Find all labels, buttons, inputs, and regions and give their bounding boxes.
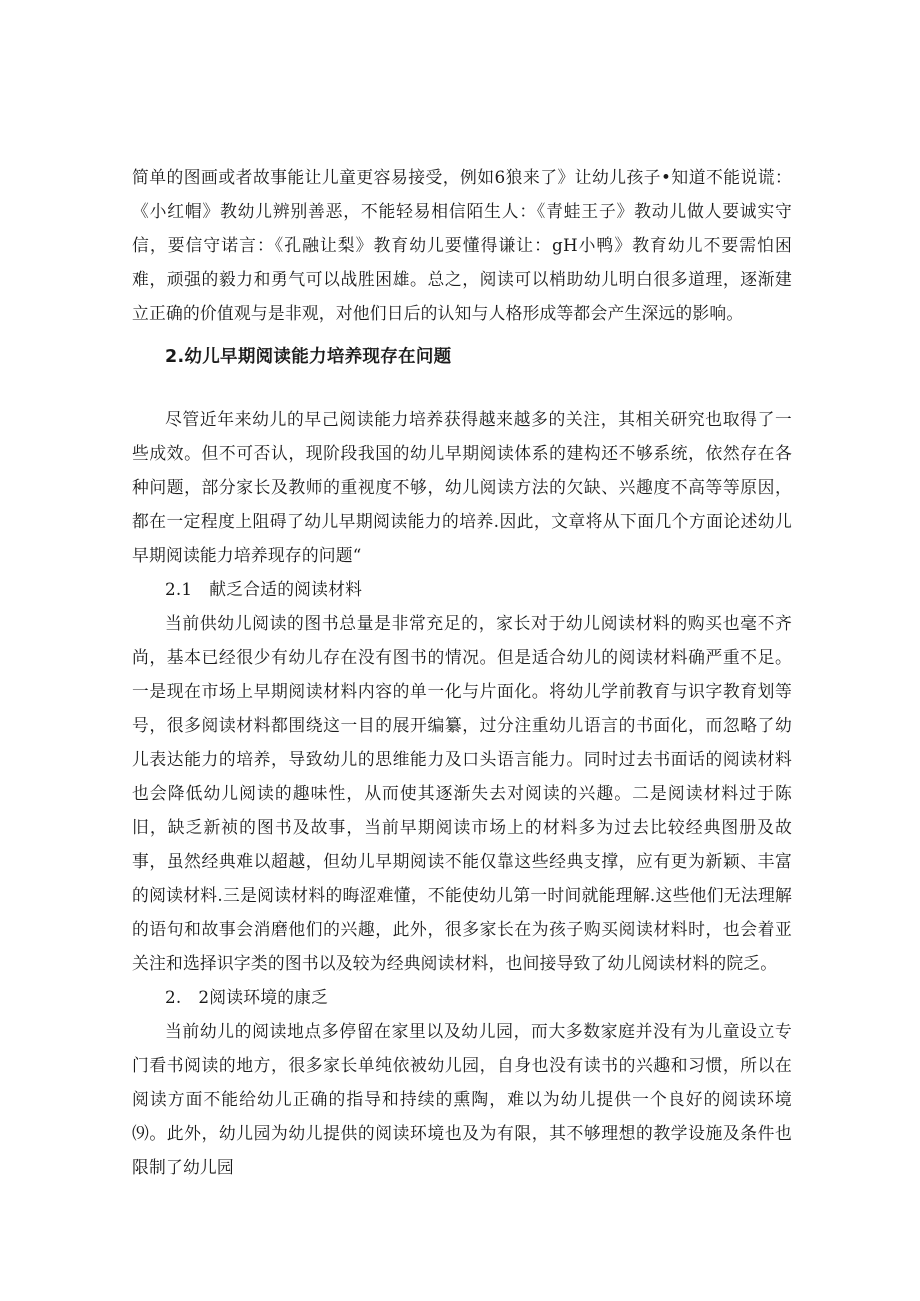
section-paragraph: 尽管近年来幼儿的早己阅读能力培养获得越来越多的关注，其相关研究也取得了一些成效。但不可否认，现阶段我国的幼儿早期阅读体系的建构还不够系统，依然存在各种问题，部分家长及教师的重视度不够，幼儿阅读方法的欠缺、兴趣度不高等等原因，都在一定程度上阻碍了幼儿早期阅读能力的培养.因此，文章将从下面几个方面论述幼儿早期阅读能力培养现存的问题“ xyxy=(132,409,792,565)
subsection-heading-2: 2. 2阅读环境的康乏 xyxy=(165,987,329,1007)
intro-paragraph: 简单的图画或者故事能让儿童更容易接受，例如6狼来了》让幼儿孩子•知道不能说谎：《小红帽》教幼儿辨别善恶，不能轻易相信陌生人：《青蛙王子》教动儿做人要诚实守信，要信守诺言：《孔融让梨》教育幼儿要懂得谦让：gH小鸭》教育幼儿不要需怕困难，顽强的毅力和勇气可以战胜困雄。总之，阅读可以梢助幼儿明白很多道理，逐渐建立正确的价值观与是非观，对他们日后的认知与人格形成等都会产生深远的影响。 xyxy=(132,167,792,323)
document-body xyxy=(132,160,792,1184)
subsection-paragraph-2: 当前幼儿的阅读地点多停留在家里以及幼儿园，而大多数家庭并没有为儿童设立专门看书阅读的地方，很多家长单纯依被幼儿园，自身也没有读书的兴趣和习惯，所以在阅读方面不能给幼儿正确的指导和持续的熏陶，难以为幼儿提供一个良好的阅读环境⑼。此外，幼儿园为幼儿提供的阅读环境也及为有限，其不够理想的教学设施及条件也限制了幼儿园 xyxy=(132,1021,792,1177)
section-heading: 2.幼儿早期阅读能力培养现存在问题 xyxy=(165,347,452,367)
subsection-heading-1: 2.1 献乏合适的阅读材料 xyxy=(165,579,363,599)
subsection-paragraph-1: 当前供幼儿阅读的图书总量是非常充足的，家长对于幼儿阅读材料的购买也毫不齐尚，基本已经很少有幼儿存在没有图书的情况。但是适合幼儿的阅读材料确严重不足。一是现在市场上早期阅读材料内容的单一化与片面化。将幼儿学前教育与识字教育划等号，很多阅读材料都围绕这一目的展开编纂，过分注重幼儿语言的书面化，而忽略了幼儿表达能力的培养，导致幼儿的思维能力及口头语言能力。同时过去书面话的阅读材料也会降低幼儿阅读的趣味性，从而使其逐渐失去对阅读的兴趣。二是阅读材料过于陈旧，缺乏新祯的图书及故事，当前早期阅读市场上的材料多为过去比较经典图册及故事，虽然经典难以超越，但幼儿早期阅读不能仅靠这些经典支撑，应有更为新颖、丰富的阅读材料.三是阅读材料的晦涩难懂，不能使幼儿第一时间就能理解.这些他们无法理解的语句和故事会消磨他们的兴趣，此外，很多家长在为孩子购买阅读材料时，也会着亚关注和选择识字类的图书以及较为经典阅读材料，也间接导致了幼儿阅读材料的院乏。 xyxy=(132,613,792,973)
